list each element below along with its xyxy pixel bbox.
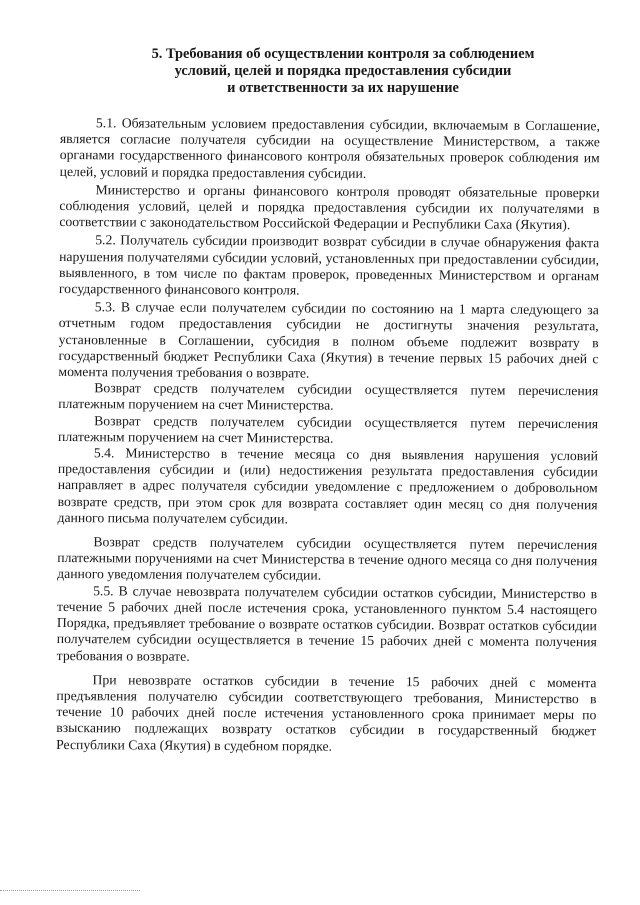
- heading-line: и ответственности за их нарушение: [227, 80, 459, 96]
- paragraph-return-2: Возврат средств получателем субсидии осуществляется путем перечисления платежным поручением на счет Министерства.: [57, 412, 599, 446]
- section-body: [56, 115, 600, 756]
- paragraph-5-3: 5.3. В случае если получателем субсидии по состоянию на 1 марта следующего за отчетным годом предоставления субсидии не достигнуты значения результата, установленные в Соглашении, субсидия в полном объеме подлежит возврату в государственный бюджет Республики Саха (Якутия) в течение первых 15 рабочих дней с момента получения требования о возврате.: [58, 299, 599, 381]
- paragraph-5-1: 5.1. Обязательным условием предоставления субсидии, включаемым в Соглашение, является согласие получателя субсидии на осуществление Министерством, а также органами государственного финансового контроля обязательных проверок соблюдения им целей, условий и порядка предоставления субсидии.: [59, 115, 600, 181]
- paragraph-checks: Министерство и органы финансового контроля проводят обязательные проверки соблюдения условий, целей и порядка предоставления субсидии их получателями в соответствии с законодательством Российской Федерации и Республики Саха (Якутия).: [59, 182, 600, 233]
- scan-edge-line: [0, 890, 140, 891]
- paragraph-5-2: 5.2. Получатель субсидии производит возврат субсидии в случае обнаружения факта нарушения получателями субсидии условий, установленных при предоставлении субсидии, выявленного, в том числе по фактам проверок, проведенных Министерством и органам государственного финансового контроля.: [58, 232, 600, 298]
- paragraph-return-1: Возврат средств получателем субсидии осуществляется путем перечисления платежным поручением на счет Министерства.: [58, 380, 599, 414]
- paragraph-5-4: 5.4. Министерство в течение месяца со дня выявления нарушения условий предоставления субсидии и (или) недостижения результата предоставления субсидии направляет в адрес получателя субсидии уведомление с предложением о добровольном возврате средств, при этом срок для возврата составляет один месяц со дня получения данного письма получателем субсидии.: [57, 445, 598, 527]
- heading-line: 5. Требования об осуществлении контроля за соблюдением: [151, 46, 535, 62]
- heading-line: условий, целей и порядка предоставления субсидии: [174, 63, 512, 79]
- section-heading: [86, 46, 600, 97]
- paragraph-5-5: 5.5. В случае невозврата получателем субсидии остатков субсидии, Министерство в течение 5 рабочих дней после истечения срока, установленного пунктом 5.4 настоящего Порядка, предъявляет требование о возврате остатков субсидии. Возврат остатков субсидии получателем субсидии осуществляется в течение 15 рабочих дней с момента получения требования о возврате.: [56, 582, 598, 664]
- paragraph-nonreturn: При невозврате остатков субсидии в течение 15 рабочих дней с момента предъявления получателю субсидии соответствующего требования, Министерство в течение 10 рабочих дней после истечения установленного срока принимает меры по взысканию подлежащих возврату остатков субсидии в государственный бюджет Республики Саха (Якутия) в судебном порядке.: [56, 671, 597, 754]
- paragraph-return-3: Возврат средств получателем субсидии осуществляется путем перечисления платежными поручениями на счет Министерства в течение одного месяца со дня получения данного уведомления получателем субсидии.: [57, 534, 598, 584]
